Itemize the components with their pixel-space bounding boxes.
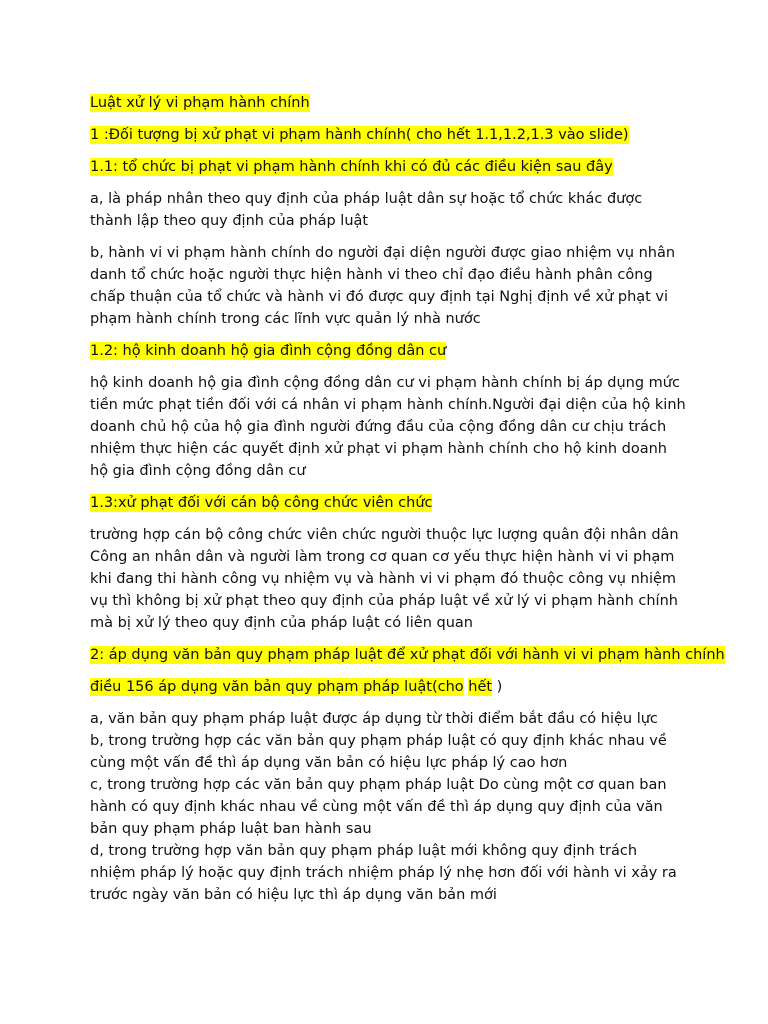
paragraph-1-3: trường hợp cán bộ công chức viên chức người thuộc lực lượng quân đội nhân dân Công an nhân dân và người làm trong cơ quan cơ yếu thực hiện hành vi vi phạm khi đang thi hành công vụ nhiệm vụ và hành vi vi phạm đó thuộc công vụ nhiệm vụ thì không bị xử phạt theo quy định của pháp luật về xử lý vi phạm hành chính mà bị xử lý theo quy định của pháp luật có liên quan — [90, 527, 679, 631]
article-156-het: hết — [468, 679, 493, 695]
doc-title: Luật xử lý vi phạm hành chính — [90, 95, 310, 111]
doc-title-line — [90, 92, 686, 114]
article-156-list — [90, 708, 686, 906]
heading-1-1-line — [90, 156, 686, 178]
heading-2: 2: áp dụng văn bản quy phạm pháp luật để xử phạt đối với hành vi vi phạm hành chính — [90, 647, 725, 663]
paragraph-1-2: hộ kinh doanh hộ gia đình cộng đồng dân cư vi phạm hành chính bị áp dụng mức tiền mức phạt tiền đối với cá nhân vi phạm hành chính.Người đại diện của hộ kinh doanh chủ hộ của hộ gia đình người đứng đầu của cộng đồng dân cư chịu trách nhiệm thực hiện các quyết định xử phạt vi phạm hành chính cho hộ kinh doanh hộ gia đình cộng đồng dân cư — [90, 375, 686, 479]
article-156-cho: cho — [437, 679, 464, 695]
article-156-title: điều 156 áp dụng văn bản quy phạm pháp luật( — [90, 679, 438, 695]
list-item-c: c, trong trường hợp các văn bản quy phạm pháp luật Do cùng một cơ quan ban hành có quy định khác nhau về cùng một vấn đề thì áp dụng quy định của văn bản quy phạm pháp luật ban hành sau — [90, 777, 667, 837]
list-item-b: b, trong trường hợp các văn bản quy phạm pháp luật có quy định khác nhau về cùng một vấn đề thì áp dụng văn bản có hiệu lực pháp lý cao hơn — [90, 733, 667, 771]
heading-1-1: 1.1: tổ chức bị phạt vi phạm hành chính khi có đủ các điều kiện sau đây — [90, 159, 613, 175]
heading-1-3-line — [90, 492, 686, 514]
paragraph-1-1-a: a, là pháp nhân theo quy định của pháp luật dân sự hoặc tổ chức khác được thành lập theo quy định của pháp luật — [90, 191, 643, 229]
article-156-line — [90, 676, 686, 698]
heading-1-line — [90, 124, 686, 146]
heading-2-line — [90, 644, 725, 666]
heading-1-2: 1.2: hộ kinh doanh hộ gia đình cộng đồng dân cư — [90, 343, 447, 359]
paragraph-1-1-b: b, hành vi vi phạm hành chính do người đại diện người được giao nhiệm vụ nhân danh tổ chức hoặc người thực hiện hành vi theo chỉ đạo điều hành phân công chấp thuận của tổ chức và hành vi đó được quy định tại Nghị định về xử phạt vi phạm hành chính trong các lĩnh vực quản lý nhà nước — [90, 245, 676, 327]
heading-1: 1 :Đối tượng bị xử phạt vi phạm hành chính( cho hết 1.1,1.2,1.3 vào slide) — [90, 127, 629, 143]
heading-1-2-line — [90, 340, 686, 362]
document-body — [90, 92, 725, 906]
list-item-a: a, văn bản quy phạm pháp luật được áp dụng từ thời điểm bắt đầu có hiệu lực — [90, 711, 658, 727]
article-156-close: ) — [492, 679, 503, 695]
list-item-d: d, trong trường hợp văn bản quy phạm pháp luật mới không quy định trách nhiệm pháp lý hoặc quy định trách nhiệm pháp lý nhẹ hơn đối với hành vi xảy ra trước ngày văn bản có hiệu lực thì áp dụng văn bản mới — [90, 843, 677, 903]
heading-1-3: 1.3:xử phạt đối với cán bộ công chức viên chức — [90, 495, 433, 511]
